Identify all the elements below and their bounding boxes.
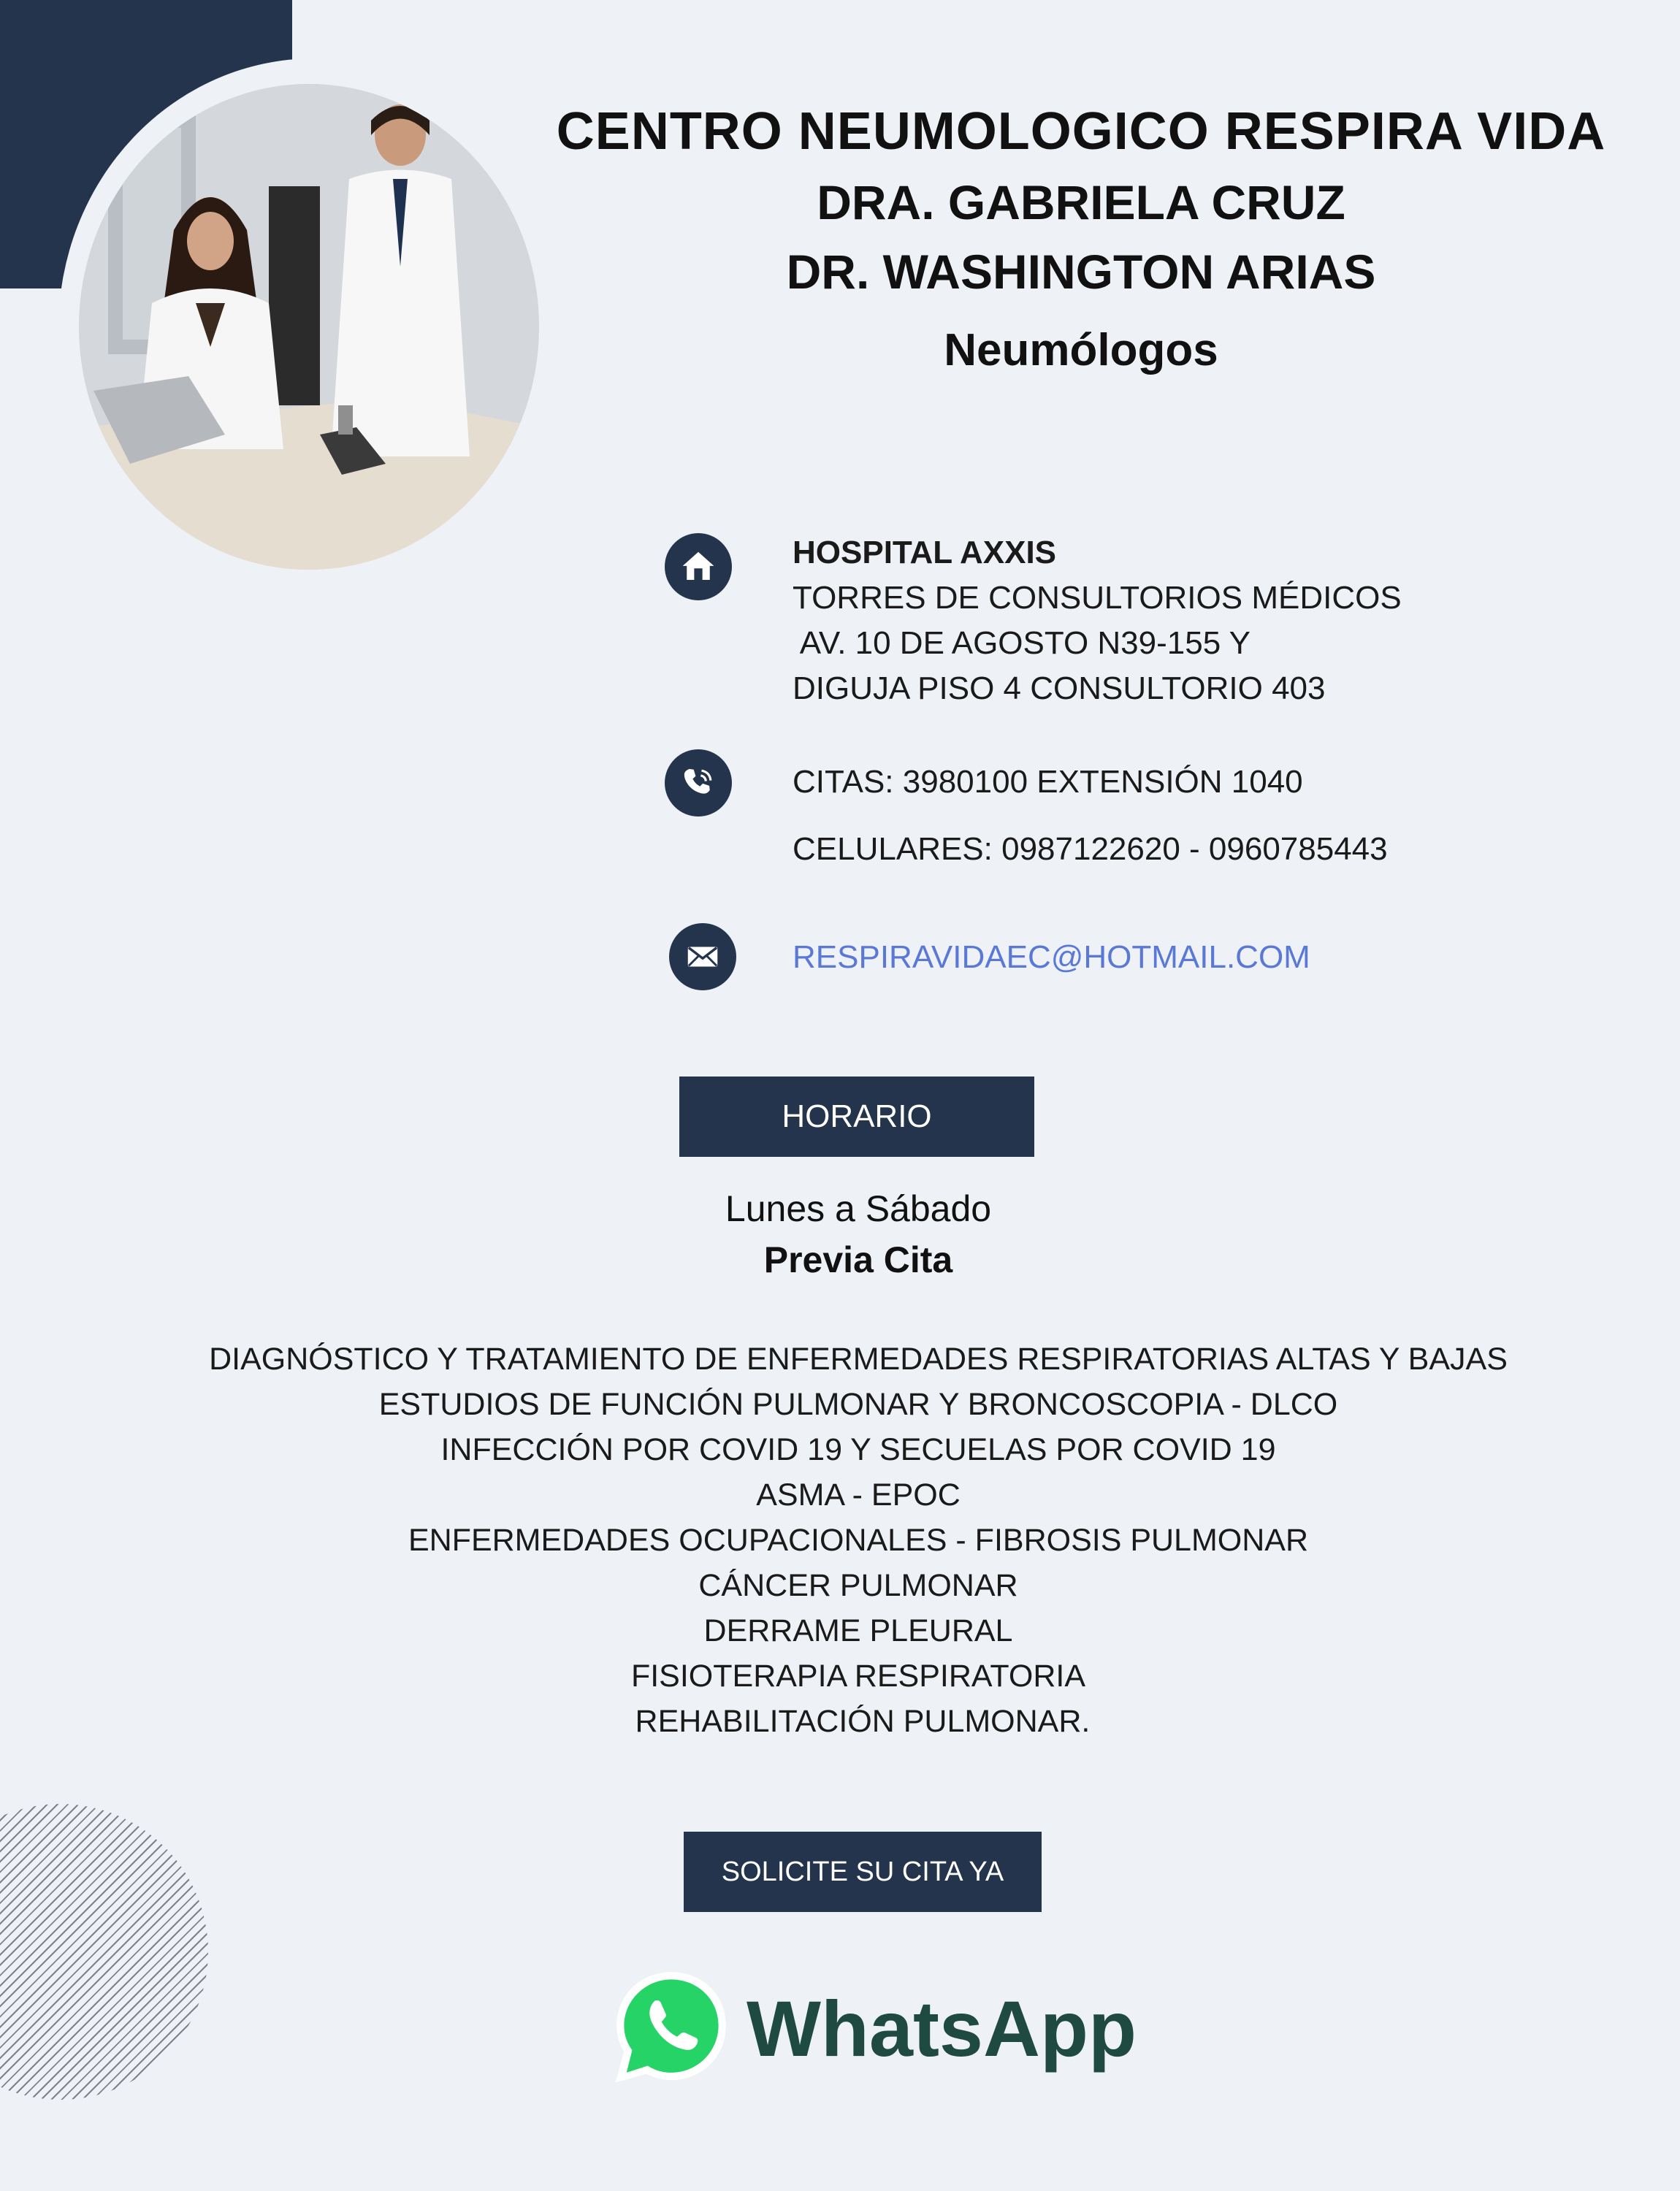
service-item: DIAGNÓSTICO Y TRATAMIENTO DE ENFERMEDADES RESPIRATORIAS ALTAS Y BAJAS [209, 1342, 1508, 1377]
services-list [0, 1337, 1680, 1744]
service-item: CÁNCER PULMONAR [698, 1568, 1018, 1603]
doctor-name-1: DRA. GABRIELA CRUZ [817, 175, 1345, 229]
service-item: ASMA - EPOC [756, 1477, 961, 1513]
service-item: INFECCIÓN POR COVID 19 Y SECUELAS POR COVID 19 [440, 1432, 1276, 1467]
clinic-name: CENTRO NEUMOLOGICO RESPIRA VIDA [556, 102, 1606, 161]
service-item: ESTUDIOS DE FUNCIÓN PULMONAR Y BRONCOSCOPIA - DLCO [378, 1387, 1338, 1422]
address-line-3: DIGUJA PISO 4 CONSULTORIO 403 [793, 670, 1326, 706]
schedule-note: Previa Cita [763, 1239, 953, 1280]
whatsapp-icon[interactable] [609, 1965, 733, 2089]
schedule-days: Lunes a Sábado [725, 1188, 992, 1229]
service-item: ENFERMEDADES OCUPACIONALES - FIBROSIS PULMONAR [408, 1523, 1309, 1558]
citas-text: CITAS: 3980100 EXTENSIÓN 1040 [793, 764, 1303, 800]
home-icon [665, 533, 732, 600]
service-item: REHABILITACIÓN PULMONAR. [626, 1704, 1091, 1739]
celulares-text: CELULARES: 0987122620 - 0960785443 [793, 831, 1388, 867]
doctor-name-2: DR. WASHINGTON ARIAS [786, 245, 1376, 299]
address-block [793, 530, 1402, 711]
hatched-circle-decoration [0, 1804, 208, 2100]
address-line-1: TORRES DE CONSULTORIOS MÉDICOS [793, 580, 1402, 616]
hospital-name: HOSPITAL AXXIS [793, 535, 1057, 570]
doctors-photo [79, 84, 539, 570]
phone-icon [665, 749, 732, 817]
horario-button[interactable]: HORARIO [679, 1077, 1034, 1157]
header [511, 95, 1651, 380]
service-item: DERRAME PLEURAL [703, 1613, 1013, 1648]
specialty: Neumólogos [944, 325, 1218, 375]
solicite-cita-button[interactable]: SOLICITE SU CITA YA [684, 1832, 1042, 1912]
email-link[interactable]: RESPIRAVIDAEC@HOTMAIL.COM [793, 939, 1310, 975]
whatsapp-label[interactable]: WhatsApp [747, 1984, 1137, 2073]
service-item: FISIOTERAPIA RESPIRATORIA [630, 1659, 1086, 1694]
envelope-icon [669, 923, 736, 990]
address-line-2: AV. 10 DE AGOSTO N39-155 Y [793, 625, 1251, 661]
schedule-info [0, 1183, 1680, 1285]
